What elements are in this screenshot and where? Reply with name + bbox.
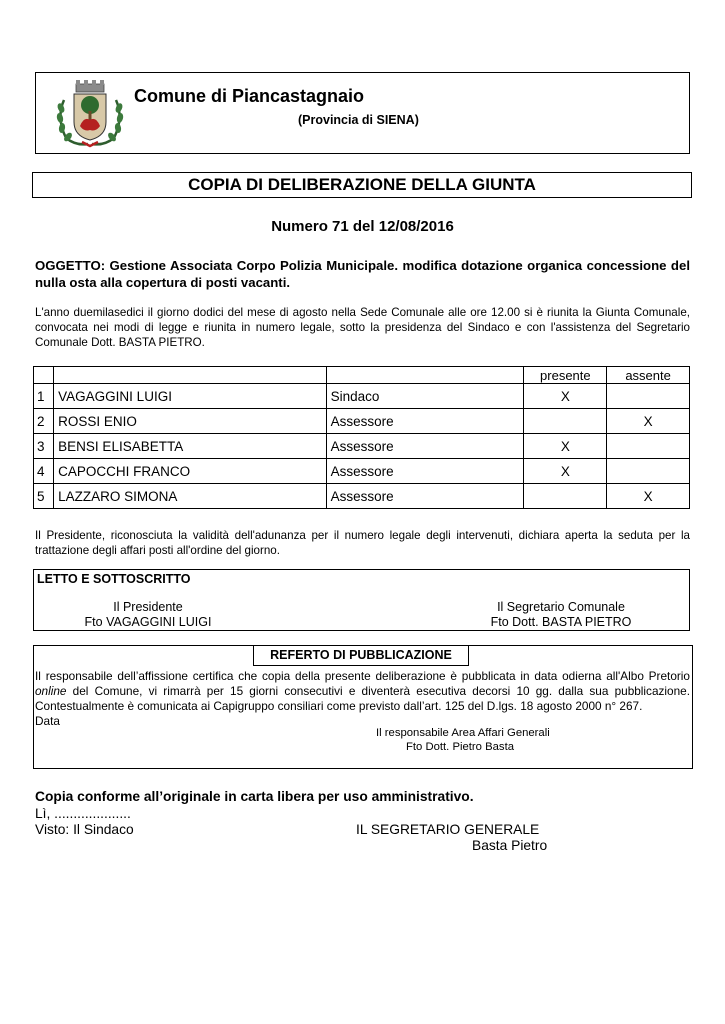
subject-text: OGGETTO: Gestione Associata Corpo Polizia Municipale. modifica dotazione organica concessione del nulla osta alla copertura di posti vacanti.	[35, 258, 690, 290]
header-cell-empty	[54, 367, 326, 384]
table-header-row	[34, 367, 690, 384]
intro-paragraph: L'anno duemilasedici il giorno dodici del mese di agosto nella Sede Comunale alle ore 12.00 si è riunita la Giunta Comunale, convocata nei modi di legge e riunita in numero legale, sotto la presidenza del Sindaco e con l'assistenza del Segretario Comunale Dott. BASTA PIETRO.	[35, 306, 690, 349]
member-assente	[607, 384, 690, 409]
presidente-role: Il Presidente	[113, 600, 183, 614]
publication-text-online: online	[35, 684, 67, 698]
document-title: COPIA DI DELIBERAZIONE DELLA GIUNTA	[32, 172, 692, 198]
coat-of-arms-icon	[52, 78, 128, 150]
data-label: Data	[35, 714, 60, 728]
member-name: CAPOCCHI FRANCO	[54, 459, 326, 484]
presidente-name: Fto VAGAGGINI LUIGI	[84, 615, 212, 629]
member-number: 3	[34, 434, 54, 459]
member-role: Assessore	[326, 409, 524, 434]
header-assente: assente	[607, 367, 690, 384]
table-row	[34, 384, 690, 409]
responsabile-name: Fto Dott. Pietro Basta	[406, 741, 514, 753]
place-line: Lì, ....................	[35, 806, 131, 821]
presidente-paragraph: Il Presidente, riconosciuta la validità dell'adunanza per il numero legale degli intervenuti, dichiara aperta la seduta per la trattazione degli affari posti all'ordine del giorno.	[35, 529, 690, 557]
signature-box-title: LETTO E SOTTOSCRITTO	[37, 572, 191, 586]
responsabile-signature	[376, 726, 550, 754]
member-number: 2	[34, 409, 54, 434]
member-presente: X	[524, 384, 607, 409]
publication-text-part: Il responsabile dell’affissione certifica che copia della presente deliberazione è pubblicata in data odierna all'Albo Pretorio	[35, 669, 690, 683]
header-presente: presente	[524, 367, 607, 384]
deliberation-number: Numero 71 del 12/08/2016	[271, 218, 454, 235]
member-name: LAZZARO SIMONA	[54, 484, 326, 509]
table-row	[34, 459, 690, 484]
segretario-generale-role: IL SEGRETARIO GENERALE	[356, 822, 540, 837]
presidente-signature	[78, 600, 218, 630]
publication-report-text	[35, 669, 690, 714]
member-assente	[607, 459, 690, 484]
header-cell-empty	[326, 367, 524, 384]
member-number: 4	[34, 459, 54, 484]
member-assente: X	[607, 484, 690, 509]
member-role: Assessore	[326, 459, 524, 484]
responsabile-role: Il responsabile Area Affari Generali	[376, 727, 550, 739]
table-row	[34, 434, 690, 459]
member-role: Sindaco	[326, 384, 524, 409]
segretario-role: Il Segretario Comunale	[497, 600, 625, 614]
copy-conformity-statement: Copia conforme all’originale in carta libera per uso amministrativo.	[35, 789, 474, 804]
segretario-generale-signature	[356, 822, 547, 854]
segretario-generale-name: Basta Pietro	[472, 838, 548, 853]
member-number: 1	[34, 384, 54, 409]
comune-name: Comune di Piancastagnaio	[134, 86, 365, 106]
member-role: Assessore	[326, 434, 524, 459]
member-assente	[607, 434, 690, 459]
member-name: BENSI ELISABETTA	[54, 434, 326, 459]
visto-sindaco: Visto: Il Sindaco	[35, 822, 134, 837]
table-row	[34, 409, 690, 434]
member-assente: X	[607, 409, 690, 434]
table-row	[34, 484, 690, 509]
provincia-label: (Provincia di SIENA)	[298, 113, 419, 127]
segretario-name: Fto Dott. BASTA PIETRO	[490, 615, 632, 629]
member-name: ROSSI ENIO	[54, 409, 326, 434]
publication-text-part: del Comune, vi rimarrà per 15 giorni consecutivi e diventerà esecutiva decorsi 10 gg. dalla sua pubblicazione. Contestualmente è comunicata ai Capigruppo consiliari come previsto dall’art. 125 del D.lgs. 18 agosto 2000 n° 267.	[35, 684, 690, 713]
member-role: Assessore	[326, 484, 524, 509]
segretario-signature	[478, 600, 644, 630]
member-presente	[524, 409, 607, 434]
member-presente: X	[524, 459, 607, 484]
members-table	[33, 366, 690, 509]
member-name: VAGAGGINI LUIGI	[54, 384, 326, 409]
member-presente	[524, 484, 607, 509]
member-presente: X	[524, 434, 607, 459]
header-cell-empty	[34, 367, 54, 384]
member-number: 5	[34, 484, 54, 509]
publication-report-title: REFERTO DI PUBBLICAZIONE	[253, 645, 469, 666]
